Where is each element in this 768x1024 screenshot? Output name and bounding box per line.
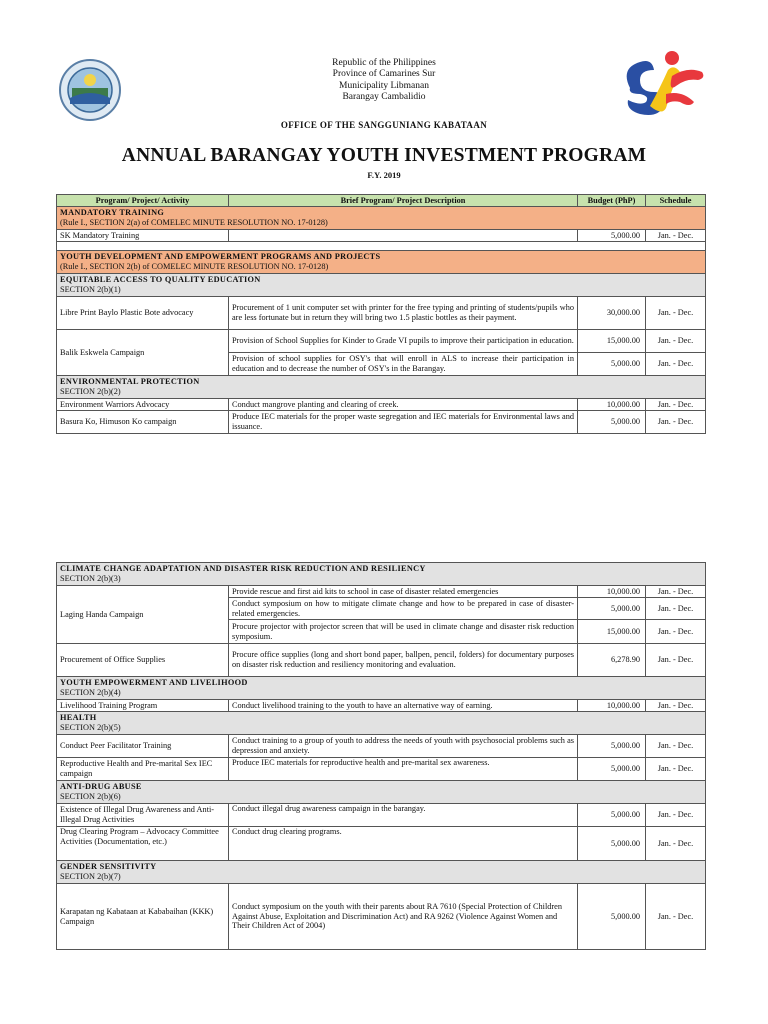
section-title: YOUTH DEVELOPMENT AND EMPOWERMENT PROGRAMS AND PROJECTS <box>60 252 381 262</box>
subsection-row <box>57 712 706 735</box>
table-header-row <box>57 195 706 207</box>
subsection-section: SECTION 2(b)(7) <box>60 872 121 881</box>
description-cell: Conduct livelihood training to the youth to have an alternative way of earning. <box>229 700 578 712</box>
column-header: Brief Program/ Project Description <box>229 195 578 207</box>
description-cell: Conduct symposium on how to mitigate climate change and how to be prepared in case of disaster-related emergencies. <box>229 598 578 620</box>
program-cell: Conduct Peer Facilitator Training <box>57 735 229 758</box>
schedule-cell: Jan. - Dec. <box>646 297 706 330</box>
office-name: OFFICE OF THE SANGGUNIANG KABATAAN <box>280 120 488 130</box>
budget-cell: 5,000.00 <box>578 411 646 434</box>
budget-cell: 5,000.00 <box>578 353 646 376</box>
budget-cell: 5,000.00 <box>578 827 646 861</box>
budget-cell: 10,000.00 <box>578 586 646 598</box>
budget-cell: 5,000.00 <box>578 230 646 242</box>
description-cell: Conduct illegal drug awareness campaign in the barangay. <box>229 804 578 827</box>
program-cell: Livelihood Training Program <box>57 700 229 712</box>
program-cell: Karapatan ng Kabataan at Kababaihan (KKK) Campaign <box>57 884 229 950</box>
table-row <box>57 758 706 781</box>
schedule-cell: Jan. - Dec. <box>646 411 706 434</box>
description-cell: Procure office supplies (long and short bond paper, ballpen, pencil, folders) for documentary purposes on disaster risk reduction and resiliency monitoring and evaluation. <box>229 644 578 677</box>
budget-cell: 5,000.00 <box>578 598 646 620</box>
table-row <box>57 586 706 598</box>
description-cell <box>229 230 578 242</box>
section-row <box>57 207 706 230</box>
table-row <box>57 411 706 434</box>
schedule-cell: Jan. - Dec. <box>646 884 706 950</box>
table-row <box>57 330 706 353</box>
section-reference: (Rule I., SECTION 2(a) of COMELEC MINUTE RESOLUTION NO. 17-0128) <box>60 218 328 227</box>
program-cell: Balik Eskwela Campaign <box>57 330 229 376</box>
fiscal-year: F.Y. 2019 <box>367 170 401 180</box>
investment-table-part-1 <box>56 194 706 434</box>
subsection-section: SECTION 2(b)(1) <box>60 285 121 294</box>
investment-table-part-2 <box>56 562 706 950</box>
section-reference: (Rule I., SECTION 2(b) of COMELEC MINUTE RESOLUTION NO. 17-0128) <box>60 262 329 271</box>
description-cell: Provision of school supplies for OSY's that will enroll in ALS to increase their participation in education and to decrease the number of OSY's in the Barangay. <box>229 353 578 376</box>
table-row <box>57 399 706 411</box>
schedule-cell: Jan. - Dec. <box>646 586 706 598</box>
letterhead-line: Barangay Cambalidio <box>342 91 426 102</box>
subsection-section: SECTION 2(b)(3) <box>60 574 121 583</box>
letterhead-line: Republic of the Philippines <box>332 58 436 68</box>
program-cell: Drug Clearing Program – Advocacy Committee Activities (Documentation, etc.) <box>57 827 229 861</box>
budget-cell: 10,000.00 <box>578 700 646 712</box>
column-header: Schedule <box>646 195 706 207</box>
schedule-cell: Jan. - Dec. <box>646 644 706 677</box>
budget-cell: 5,000.00 <box>578 758 646 781</box>
table-row <box>57 735 706 758</box>
section-row <box>57 251 706 274</box>
subsection-section: SECTION 2(b)(4) <box>60 688 121 697</box>
schedule-cell: Jan. - Dec. <box>646 230 706 242</box>
subsection-title: YOUTH EMPOWERMENT AND LIVELIHOOD <box>60 678 248 688</box>
table-row <box>57 827 706 861</box>
schedule-cell: Jan. - Dec. <box>646 700 706 712</box>
subsection-row <box>57 861 706 884</box>
subsection-row <box>57 376 706 399</box>
document-title: ANNUAL BARANGAY YOUTH INVESTMENT PROGRAM <box>121 145 647 166</box>
budget-cell: 30,000.00 <box>578 297 646 330</box>
description-cell: Procurement of 1 unit computer set with printer for the free typing and printing of students/pupils who are less fortunate but in return they will bring two 1.5 plastic bottles as their payment. <box>229 297 578 330</box>
description-cell: Procure projector with projector screen that will be used in climate change and disaster risk reduction symposium. <box>229 620 578 644</box>
schedule-cell: Jan. - Dec. <box>646 804 706 827</box>
letterhead-line: Municipality Libmanan <box>339 80 429 91</box>
description-cell: Conduct drug clearing programs. <box>229 827 578 861</box>
schedule-cell: Jan. - Dec. <box>646 598 706 620</box>
schedule-cell: Jan. - Dec. <box>646 758 706 781</box>
budget-cell: 5,000.00 <box>578 804 646 827</box>
subsection-row <box>57 781 706 804</box>
budget-cell: 15,000.00 <box>578 620 646 644</box>
table-row <box>57 230 706 242</box>
column-header: Budget (PhP) <box>578 195 646 207</box>
schedule-cell: Jan. - Dec. <box>646 827 706 861</box>
column-header: Program/ Project/ Activity <box>57 195 229 207</box>
description-cell: Provide rescue and first aid kits to school in case of disaster related emergencies <box>229 586 578 598</box>
budget-cell: 5,000.00 <box>578 884 646 950</box>
budget-cell: 6,278.90 <box>578 644 646 677</box>
schedule-cell: Jan. - Dec. <box>646 353 706 376</box>
schedule-cell: Jan. - Dec. <box>646 399 706 411</box>
table-row <box>57 644 706 677</box>
schedule-cell: Jan. - Dec. <box>646 735 706 758</box>
subsection-section: SECTION 2(b)(5) <box>60 723 121 732</box>
budget-cell: 5,000.00 <box>578 735 646 758</box>
schedule-cell: Jan. - Dec. <box>646 330 706 353</box>
subsection-row <box>57 677 706 700</box>
description-cell: Produce IEC materials for reproductive health and pre-marital sex awareness. <box>229 758 578 781</box>
subsection-title: GENDER SENSITIVITY <box>60 862 157 872</box>
program-cell: Environment Warriors Advocacy <box>57 399 229 411</box>
description-cell: Conduct training to a group of youth to address the needs of youth with psychosocial problems such as depression and anxiety. <box>229 735 578 758</box>
subsection-title: EQUITABLE ACCESS TO QUALITY EDUCATION <box>60 275 261 285</box>
program-cell: Reproductive Health and Pre-marital Sex IEC campaign <box>57 758 229 781</box>
subsection-title: ENVIRONMENTAL PROTECTION <box>60 377 200 387</box>
program-cell: Basura Ko, Himuson Ko campaign <box>57 411 229 434</box>
description-cell: Conduct symposium on the youth with their parents about RA 7610 (Special Protection of Children Against Abuse, Exploitation and Discrimination Act) and RA 9262 (Violence Against Women and Their Children Act of 2004) <box>229 884 578 950</box>
section-title: MANDATORY TRAINING <box>60 208 165 218</box>
budget-cell: 10,000.00 <box>578 399 646 411</box>
subsection-row <box>57 274 706 297</box>
description-cell: Provision of School Supplies for Kinder to Grade VI pupils to improve their participation in education. <box>229 330 578 353</box>
description-cell: Conduct mangrove planting and clearing of creek. <box>229 399 578 411</box>
subsection-section: SECTION 2(b)(6) <box>60 792 121 801</box>
program-cell: Procurement of Office Supplies <box>57 644 229 677</box>
schedule-cell: Jan. - Dec. <box>646 620 706 644</box>
table-row <box>57 297 706 330</box>
spacer-row <box>57 242 706 251</box>
subsection-section: SECTION 2(b)(2) <box>60 387 121 396</box>
table-row <box>57 700 706 712</box>
subsection-title: ANTI-DRUG ABUSE <box>60 782 142 792</box>
program-cell: Libre Print Baylo Plastic Bote advocacy <box>57 297 229 330</box>
letterhead <box>0 58 768 103</box>
subsection-row <box>57 563 706 586</box>
description-cell: Produce IEC materials for the proper waste segregation and IEC materials for Environmental laws and issuance. <box>229 411 578 434</box>
table-row <box>57 884 706 950</box>
program-cell: SK Mandatory Training <box>57 230 229 242</box>
budget-cell: 15,000.00 <box>578 330 646 353</box>
letterhead-line: Province of Camarines Sur <box>332 69 436 80</box>
subsection-title: HEALTH <box>60 713 97 723</box>
subsection-title: CLIMATE CHANGE ADAPTATION AND DISASTER RISK REDUCTION AND RESILIENCY <box>60 564 426 574</box>
program-cell: Existence of Illegal Drug Awareness and Anti-Illegal Drug Activities <box>57 804 229 827</box>
table-row <box>57 804 706 827</box>
program-cell: Laging Handa Campaign <box>57 586 229 644</box>
